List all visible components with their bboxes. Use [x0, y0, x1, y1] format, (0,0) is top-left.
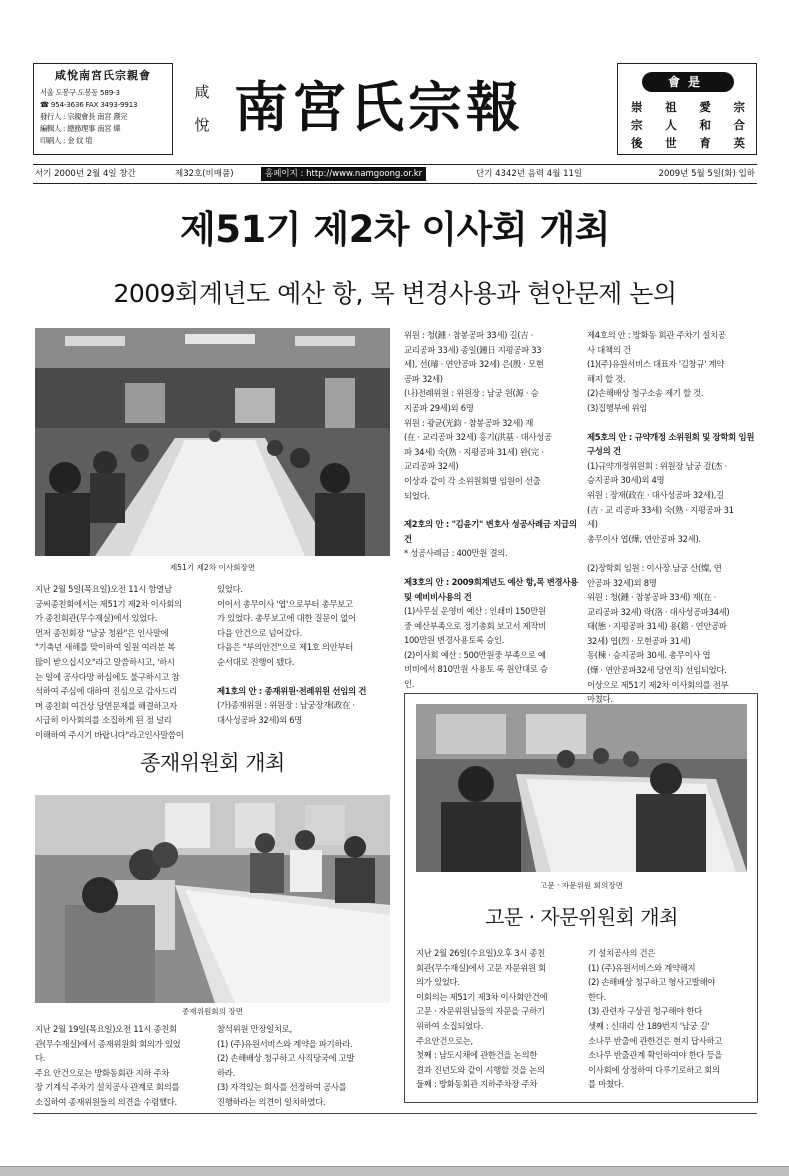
text-line: 소나무 반출관계 확인하여야 한다 등을 [588, 1050, 723, 1061]
text-line: (2) 손해배상 청구하고 형사고발해야 [588, 977, 716, 988]
text-line: 첫째 : 남도시채에 관한건을 논의한 [416, 1050, 538, 1061]
text-line: 고문 · 자문위원님들의 자문을 구하기 [416, 1006, 545, 1017]
text-line: 시급히 이사회의를 소집하게 된 점 널리 [35, 715, 172, 726]
text-line: (3) 관련자 구상권 청구해야 한다 [588, 1006, 702, 1017]
motto-char: 和 [699, 118, 711, 132]
motto-char: 合 [733, 118, 745, 132]
main-headline: 제51기 제2차 이사회 개최 [179, 208, 611, 251]
agenda1-title: 제1호의 안 : 종재위원·전례위원 선임의 건 [217, 685, 367, 696]
main-article-col2-lines [217, 582, 391, 670]
text-line: (燁 · 연안공파32세 당연직) 선임되었다. [587, 665, 727, 676]
text-line: 이회의는 제51기 제3차 이사회안건에 [416, 991, 548, 1002]
text-line: * 성공사례금 : 400만원 결의. [404, 548, 508, 559]
advisory-article-box [404, 693, 758, 1103]
main-article-col1 [35, 582, 207, 743]
text-line: 하라. [217, 1067, 235, 1078]
title-prefix-char-2: 悅 [194, 116, 210, 134]
bottom-rule [33, 1113, 757, 1114]
text-line: 이해하여 주시기 바랍니다"라고인사말씀이 [35, 729, 184, 740]
lunar-date: 단기 4342년 음력 4월 11일 [476, 169, 583, 179]
committee-col1 [35, 1022, 207, 1110]
text-line: 해지 할 것. [587, 373, 626, 384]
main-article-col3 [404, 328, 580, 692]
homepage-link[interactable]: 홈페이지 : http://www.namgoong.or.kr [261, 167, 426, 181]
advisory-col2 [588, 946, 752, 1092]
text-line: 중 예산부족으로 정기총회 보고서 제작비 [404, 620, 546, 631]
text-line: 위원 : 청(鍾 · 참봉공파 33세) 재(在 · [587, 592, 717, 603]
motto-box [617, 63, 757, 155]
viewer-bottom-strip [0, 1166, 789, 1176]
text-line: 소집하여 종재위원들의 의견을 수렴했다. [35, 1096, 177, 1107]
text-line: 이상으로 제51기 제2차 이사회의를 전부 [587, 679, 729, 690]
advisory-col2-lines [588, 946, 752, 1092]
text-line: 지난 2월 5일(목요일)오전 11시 함열남 [35, 584, 172, 594]
text-line: 대사성공파 32세)외 6명 [217, 714, 303, 725]
motto-grid [631, 98, 745, 152]
agenda3-lines [404, 604, 580, 692]
text-line: (나)전례위원 : 위원장 : 남궁 원(源 · 승 [404, 388, 539, 399]
organization-name: 咸悅南宮氏宗親會 [55, 69, 151, 82]
dateline [33, 164, 757, 184]
main-article-col3-lines [404, 328, 580, 503]
text-line: 이상과 같이 각 소위원회별 임원이 선출 [404, 475, 541, 486]
text-line: (가)종재위원 : 위원장 : 남궁장재(政在 · [217, 700, 355, 711]
advisory-col1-lines [416, 946, 580, 1092]
agenda4-lines [587, 328, 759, 416]
text-line: 회관(무수재실)에서 고문 자문위원 회 [416, 962, 546, 973]
text-line: 석하여 주심에 대하여 진심으로 감사드리 [35, 686, 177, 697]
motto-char: 崇 [631, 100, 643, 114]
text-line: (3) 자격있는 회사를 선정하여 공사를 [217, 1082, 347, 1093]
text-line: 비비에서 810만원 사용토 록 원안대로 승 [404, 664, 548, 675]
agenda2-lines [404, 546, 580, 561]
address: 서울 도봉구 도봉동 589-3 [40, 88, 120, 97]
text-line: 지난 2월 19일(목요일)오전 11시 종친회 [35, 1024, 177, 1034]
text-line: 주요안건으로는, [416, 1035, 473, 1046]
sub-headline: 2009회계년도 예산 항, 목 변경사용과 현안문제 논의 [113, 279, 677, 308]
phone-fax: ☎ 954-3636 FAX 3493-9913 [40, 100, 138, 109]
agenda2-title: 제2호의 안 : "김윤기" 변호사 성공사례금 지급의 건 [404, 519, 577, 544]
committee-col2 [217, 1022, 391, 1110]
text-line: 위원 : 청(鍾 · 참봉공파 33세) 길(吉 · [404, 330, 534, 340]
main-article-col2 [217, 582, 391, 727]
printer: 印刷人 : 金 紋 埴 [40, 136, 93, 145]
text-line: 있었다. [217, 584, 243, 594]
motto-char: 世 [665, 136, 677, 150]
advisory-title: 고문 · 자문위원회 개최 [485, 905, 678, 929]
text-line: 셋째 : 신대리 산 189번지 '남궁 길' [588, 1020, 710, 1031]
text-line: 를 마쳤다. [588, 1079, 624, 1090]
motto-char: 育 [699, 136, 711, 150]
text-line: 지난 2월 26일(수요일)오후 3시 종친 [416, 948, 545, 958]
text-line: 참석위원 만장일치로, [217, 1024, 292, 1034]
committee-col2-lines [217, 1022, 391, 1110]
text-line: (1) (주)유원서비스와 계약해지 [588, 962, 696, 973]
text-line: 이어서 총무이사 '엽'으로부터 총무보고 [217, 598, 353, 609]
text-line: (1) (주)유원서비스와 계약을 파기하라. [217, 1038, 353, 1049]
text-line: "기축년 새해를 맞이하여 일원 여러분 복 [35, 642, 176, 653]
committee-title: 종재위원회 개최 [140, 751, 285, 775]
agenda1-lines [217, 698, 391, 727]
text-line: 100만원 변경사용토록 승인. [404, 635, 505, 646]
text-line: (1)규약개정위원회 : 위원장 남궁 걸(杰 · [587, 460, 727, 471]
agenda5-lines [587, 459, 759, 707]
text-line: (2)장학회 임원 : 이사장 남궁 산(燦, 연 [587, 562, 722, 573]
text-line: 공파 32세) [404, 373, 443, 384]
text-line: 기 설치공사의 건은 [588, 948, 656, 958]
founded-date: 서기 2000년 2월 4일 창간 [35, 169, 136, 179]
text-line: (1)사무실 운영비 예산 : 인쇄비 150만원 [404, 606, 546, 617]
title-main: 南宮氏宗報 [234, 75, 524, 139]
text-line: 결과 진년도와 같이 시행할 것을 논의 [416, 1064, 545, 1075]
board-meeting-photo [35, 328, 390, 556]
text-line: 장 기계식 주차기 설치공사 관계로 회의를 [35, 1082, 180, 1093]
text-line: 는 일에 공사다망 하심에도 불구하시고 참 [35, 671, 180, 682]
text-line: 주요 안건으로는 방화동회관 지하 주차 [35, 1067, 170, 1078]
motto-char: 宗 [631, 118, 643, 132]
text-line: 파 34세) 숙(熟 · 지평공파 31세) 완(完 · [404, 446, 544, 457]
text-line: 의가 있었다. [416, 977, 460, 988]
text-line: 다음 안건으로 넘어갔다. [217, 627, 302, 638]
text-line: (吉 · 교 리공파 33세) 숙(熟 · 지평공파 31 [587, 504, 734, 515]
issue-date: 2009년 5월 5일(화) 입하 [658, 169, 755, 179]
motto-char: 祖 [665, 100, 677, 114]
motto-row [631, 98, 745, 116]
text-line: 안공파 32세)외 8명 [587, 577, 657, 588]
text-line: 태(態 · 지평공파 31세) 용(鎔 · 연안공파 [587, 621, 727, 632]
text-line: 세), 선(璿 · 연안공파 32세) 은(殷 · 모현 [404, 359, 544, 370]
text-line: 위원 : 광균(光鈞 · 참봉공파 32세) 재 [404, 417, 534, 428]
text-line: 진행하라는 의견이 일치하였다. [217, 1096, 326, 1107]
text-line: 궁씨종친회에서는 제51기 제2차 이사회의 [35, 598, 182, 609]
text-line: 동(棟 · 승지공파 30세. 총무이사 엽 [587, 650, 711, 661]
motto-char: 宗 [733, 100, 745, 114]
text-line: 며 종친회 여건상 당면문제를 해결하고자 [35, 700, 177, 711]
text-line: 교리공파 33세) 종일(鍾日 지평공파 33 [404, 344, 542, 355]
text-line: 먼저 종친회장 "남궁 청완"은 인사말에 [35, 627, 169, 638]
board-meeting-photo-illustration [35, 328, 390, 556]
editor: 編輯人 : 總務理事 南宮 燁 [40, 124, 121, 133]
text-line: 제4호의 안 : 방화동 회관 주차기 설치공 [587, 330, 726, 340]
text-line: 이사회에 상정하여 다루기로하고 회의 [588, 1064, 720, 1075]
motto-char: 人 [665, 118, 677, 132]
issue-number: 제32호(비매품) [175, 169, 234, 179]
agenda3-title: 제3호의 안 : 2009회계년도 예산 항,목 변경사용 및 예비비사용의 건 [404, 576, 578, 602]
main-article-col4 [587, 328, 759, 707]
text-line: 세) [587, 519, 598, 530]
main-article-col1-lines [35, 582, 207, 743]
text-line: 많이 받으십시오"라고 말씀하시고, '하시 [35, 656, 175, 667]
text-line: 승지공파 30세)외 4명 [587, 475, 665, 486]
committee-meeting-photo [35, 795, 390, 1003]
text-line: 관(무수재실)에서 종재위원회 회의가 있었 [35, 1038, 181, 1049]
committee-meeting-photo-illustration [35, 795, 390, 1003]
text-line: (3)집행부에 위임 [587, 402, 648, 413]
motto-label: 會是 [642, 72, 734, 92]
text-line: 가 종친회관(무수재실)에서 있었다. [35, 613, 158, 624]
text-line: 인. [404, 679, 415, 690]
text-line: (2)손해배상 청구소송 제기 할 것. [587, 388, 704, 399]
newspaper-title [186, 72, 596, 144]
motto-char: 愛 [699, 100, 711, 114]
text-line: 순서대로 진행이 됐다. [217, 656, 295, 667]
text-line: 다. [35, 1053, 46, 1064]
text-line: 다음은 "부의안건"으로 제1호 의안부터 [217, 642, 354, 653]
title-prefix [192, 76, 212, 142]
text-line: 위원 : 장재(政在 · 대사성공파 32세),길 [587, 489, 724, 500]
text-line: 교리공파 32세) 락(洛 · 대사성공파34세) [587, 606, 730, 617]
motto-char: 後 [631, 136, 643, 150]
text-line: (在 · 교리공파 32세) 홍기(洪基 · 대사성공 [404, 432, 552, 443]
advisory-meeting-photo-illustration [416, 704, 747, 872]
text-line: 32세) 엽(烈 · 모현공파 31세) [587, 635, 691, 646]
text-line: 되었다. [404, 490, 430, 501]
text-line: (2) 손해배상 청구하고 사직당국에 고발 [217, 1053, 355, 1064]
board-photo-caption: 제51기 제2차 이사회장면 [169, 563, 256, 572]
text-line: 한다. [588, 991, 606, 1002]
motto-row [631, 134, 745, 152]
committee-photo-caption: 종재위원회의 장면 [181, 1007, 244, 1016]
text-line: 가 있었다. 총무보고에 대한 질문이 없어 [217, 613, 356, 624]
publisher-info-box [33, 63, 173, 155]
agenda5-title: 제5호의 안 : 규약개정 소위원회 및 장학회 임원 구성의 건 [587, 431, 755, 457]
text-line: 마쳤다. [587, 694, 613, 705]
committee-col1-lines [35, 1022, 207, 1110]
text-line: (1)(주)유원서비스 대표자 '김창규' 계약 [587, 359, 725, 370]
text-line: 지공파 29세)외 6명 [404, 402, 474, 413]
motto-row [631, 116, 745, 134]
text-line: 소나무 반출에 관한건은 현지 답사하고 [588, 1035, 723, 1046]
motto-char: 英 [733, 136, 745, 150]
advisory-meeting-photo [416, 704, 747, 872]
text-line: 총무이사 엽(燁, 연안공파 32세). [587, 533, 701, 544]
advisory-photo-caption: 고문 · 자문위원 회의장면 [539, 881, 623, 890]
title-prefix-char-1: 咸 [194, 83, 210, 101]
text-line: 둘째 : 방화동회관 지하주차장 주차 [416, 1079, 538, 1090]
text-line: (2)이사회 예산 : 500만원중 부족으로 예 [404, 649, 546, 660]
text-line: 교리공파 32세) [404, 461, 459, 472]
text-line: 사 대책의 건 [587, 344, 631, 355]
advisory-col1 [416, 946, 580, 1092]
text-line [587, 546, 759, 561]
text-line: 위하여 소집되었다. [416, 1020, 484, 1031]
publisher: 發行人 : 宗親會長 南宮 燾完 [40, 112, 128, 121]
